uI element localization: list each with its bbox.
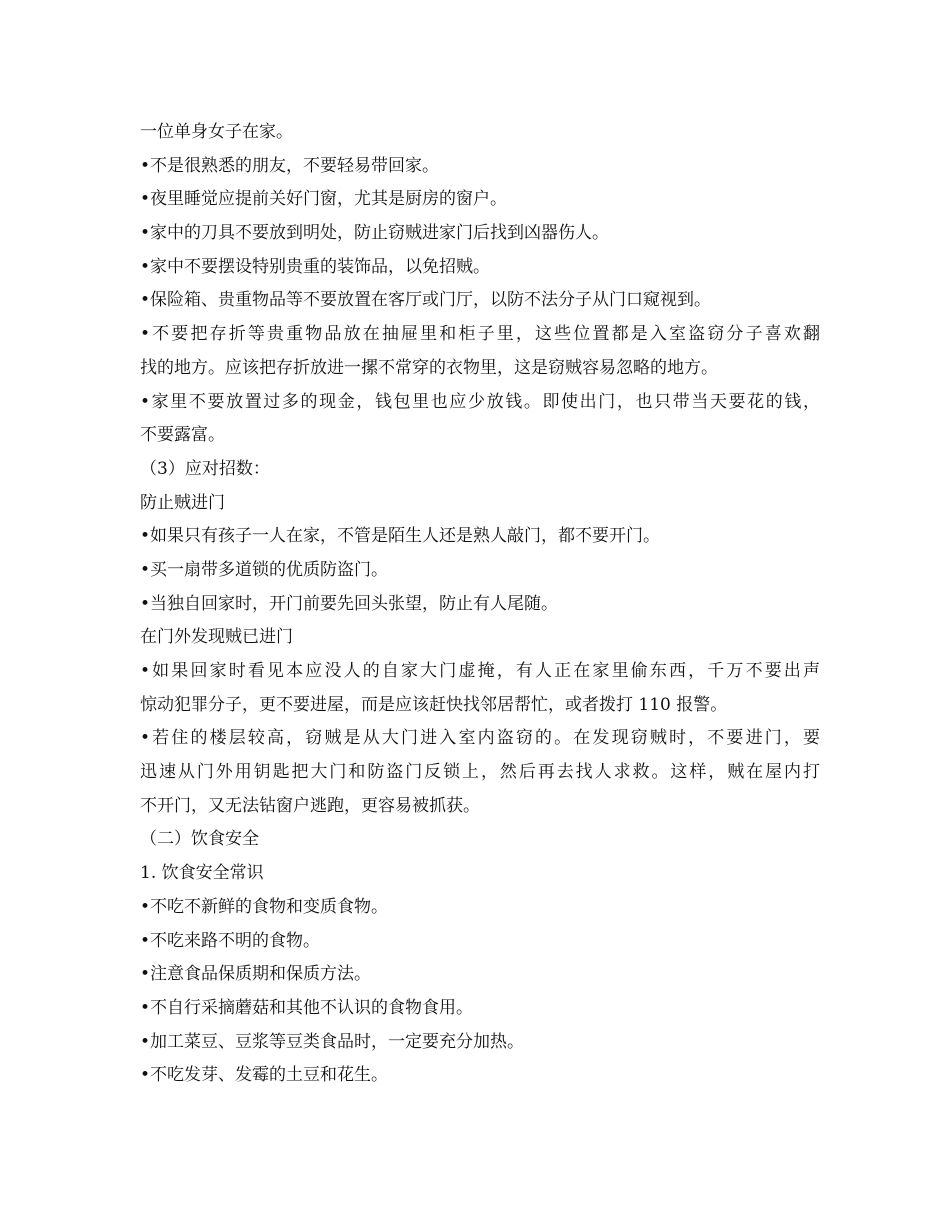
text-line: •家中的刀具不要放到明处，防止窃贼进家门后找到凶器伤人。 <box>140 223 610 244</box>
text-line: 惊动犯罪分子，更不要进屋，而是应该赶快找邻居帮忙，或者拨打 110 报警。 <box>140 694 728 715</box>
text-line: •不自行采摘蘑菇和其他不认识的食物食用。 <box>140 997 474 1018</box>
text-line: （3）应对招数： <box>140 458 270 479</box>
document-body <box>140 116 820 1093</box>
text-line: 迅速从门外用钥匙把大门和防盗门反锁上，然后再去找人求救。这样，贼在屋内打 <box>140 762 820 783</box>
text-line: 找的地方。应该把存折放进一摞不常穿的衣物里，这是窃贼容易忽略的地方。 <box>140 357 718 378</box>
text-line: •不是很熟悉的朋友，不要轻易带回家。 <box>140 155 440 176</box>
text-line: •不吃不新鲜的食物和变质食物。 <box>140 896 389 917</box>
text-line: •若住的楼层较高，窃贼是从大门进入室内盗窃的。在发现窃贼时，不要进门，要 <box>140 728 820 749</box>
text-line: •不吃来路不明的食物。 <box>140 930 321 951</box>
text-line: •夜里睡觉应提前关好门窗，尤其是厨房的窗户。 <box>140 189 508 210</box>
text-line: •买一扇带多道锁的优质防盗门。 <box>140 559 389 580</box>
text-line: 不要露富。 <box>140 425 225 446</box>
text-line: •注意食品保质期和保质方法。 <box>140 964 372 985</box>
text-line: •保险箱、贵重物品等不要放置在客厅或门厅，以防不法分子从门口窥视到。 <box>140 290 712 311</box>
text-line: 防止贼进门 <box>140 492 225 513</box>
text-line: •家中不要摆设特别贵重的装饰品，以免招贼。 <box>140 256 491 277</box>
text-line: •家里不要放置过多的现金，钱包里也应少放钱。即使出门，也只带当天要花的钱， <box>140 391 820 412</box>
text-line: •加工菜豆、豆浆等豆类食品时，一定要充分加热。 <box>140 1031 525 1052</box>
text-line: •如果只有孩子一人在家，不管是陌生人还是熟人敲门，都不要开门。 <box>140 526 661 547</box>
text-line: •当独自回家时，开门前要先回头张望，防止有人尾随。 <box>140 593 559 614</box>
text-line: 在门外发现贼已进门 <box>140 627 293 648</box>
text-line: •如果回家时看见本应没人的自家大门虚掩，有人正在家里偷东西，千万不要出声 <box>140 661 820 681</box>
text-line: 一位单身女子在家。 <box>140 122 293 142</box>
text-line: 1. 饮食安全常识 <box>140 863 264 884</box>
text-line: 不开门，又无法钻窗户逃跑，更容易被抓获。 <box>140 795 480 816</box>
text-line: （二）饮食安全 <box>140 829 259 850</box>
text-line: •不要把存折等贵重物品放在抽屉里和柜子里，这些位置都是入室盗窃分子喜欢翻 <box>140 324 820 345</box>
text-line: •不吃发芽、发霉的土豆和花生。 <box>140 1065 389 1086</box>
